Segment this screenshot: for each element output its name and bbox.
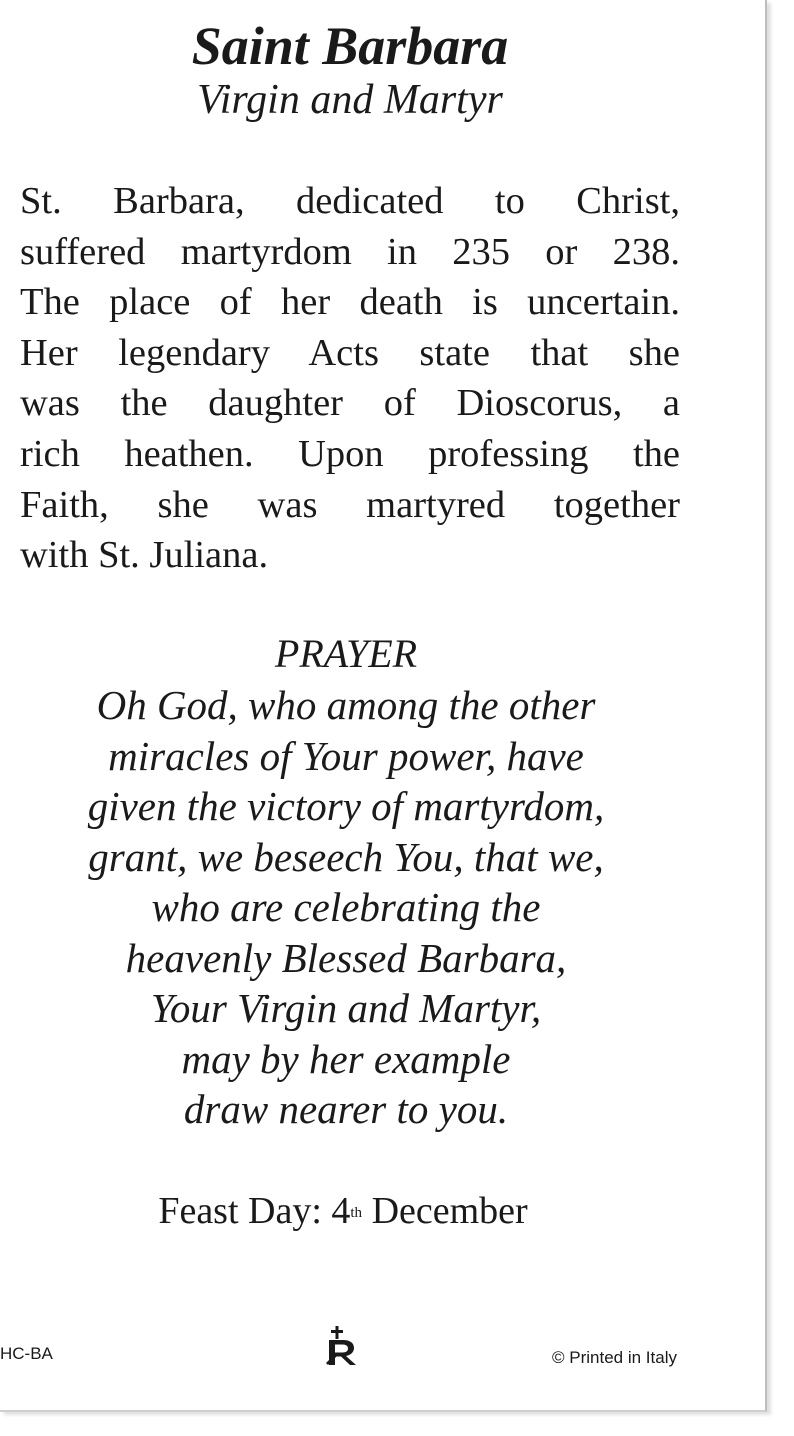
card-title: Saint Barbara	[191, 16, 509, 76]
printed-in-notice: © Printed in Italy	[552, 1348, 677, 1367]
product-code: HC-BA	[0, 1344, 53, 1363]
bio-line: Her legendary Acts state that she	[20, 331, 680, 374]
bio-line: rich heathen. Upon professing the	[20, 432, 680, 475]
bio-line: with St. Juliana.	[20, 534, 269, 577]
prayer-line: may by her example	[181, 1035, 511, 1082]
bio-line: Faith, she was martyred together	[20, 483, 680, 526]
bio-line: was the daughter of Dioscorus, a	[20, 382, 680, 425]
biography-paragraph	[20, 176, 680, 581]
prayer-heading: PRAYER	[274, 631, 418, 676]
bio-line: St. Barbara, dedicated to Christ,	[20, 180, 680, 222]
prayer-line: draw nearer to you.	[183, 1086, 509, 1132]
imprimatur-cross-r-icon	[323, 1325, 361, 1367]
bio-line: suffered martyrdom in 235 or 238.	[20, 230, 680, 273]
feast-day-month: December	[362, 1190, 528, 1232]
prayer-line: miracles of Your power, have	[108, 732, 584, 779]
prayer-text	[0, 680, 692, 1135]
card-subtitle: Virgin and Martyr	[197, 77, 503, 123]
feast-day-ordinal: th	[350, 1205, 363, 1221]
bio-line: The place of her death is uncertain.	[20, 281, 680, 324]
prayer-line: who are celebrating the	[151, 884, 541, 930]
prayer-line: heavenly Blessed Barbara,	[125, 934, 567, 981]
prayer-line: Oh God, who among the other	[96, 682, 596, 728]
prayer-line: Your Virgin and Martyr,	[150, 985, 542, 1031]
feast-day	[0, 1186, 686, 1236]
prayer-line: grant, we beseech You, that we,	[88, 833, 604, 880]
feast-day-prefix: Feast Day: 4	[158, 1190, 351, 1232]
prayer-line: given the victory of martyrdom,	[87, 783, 605, 829]
